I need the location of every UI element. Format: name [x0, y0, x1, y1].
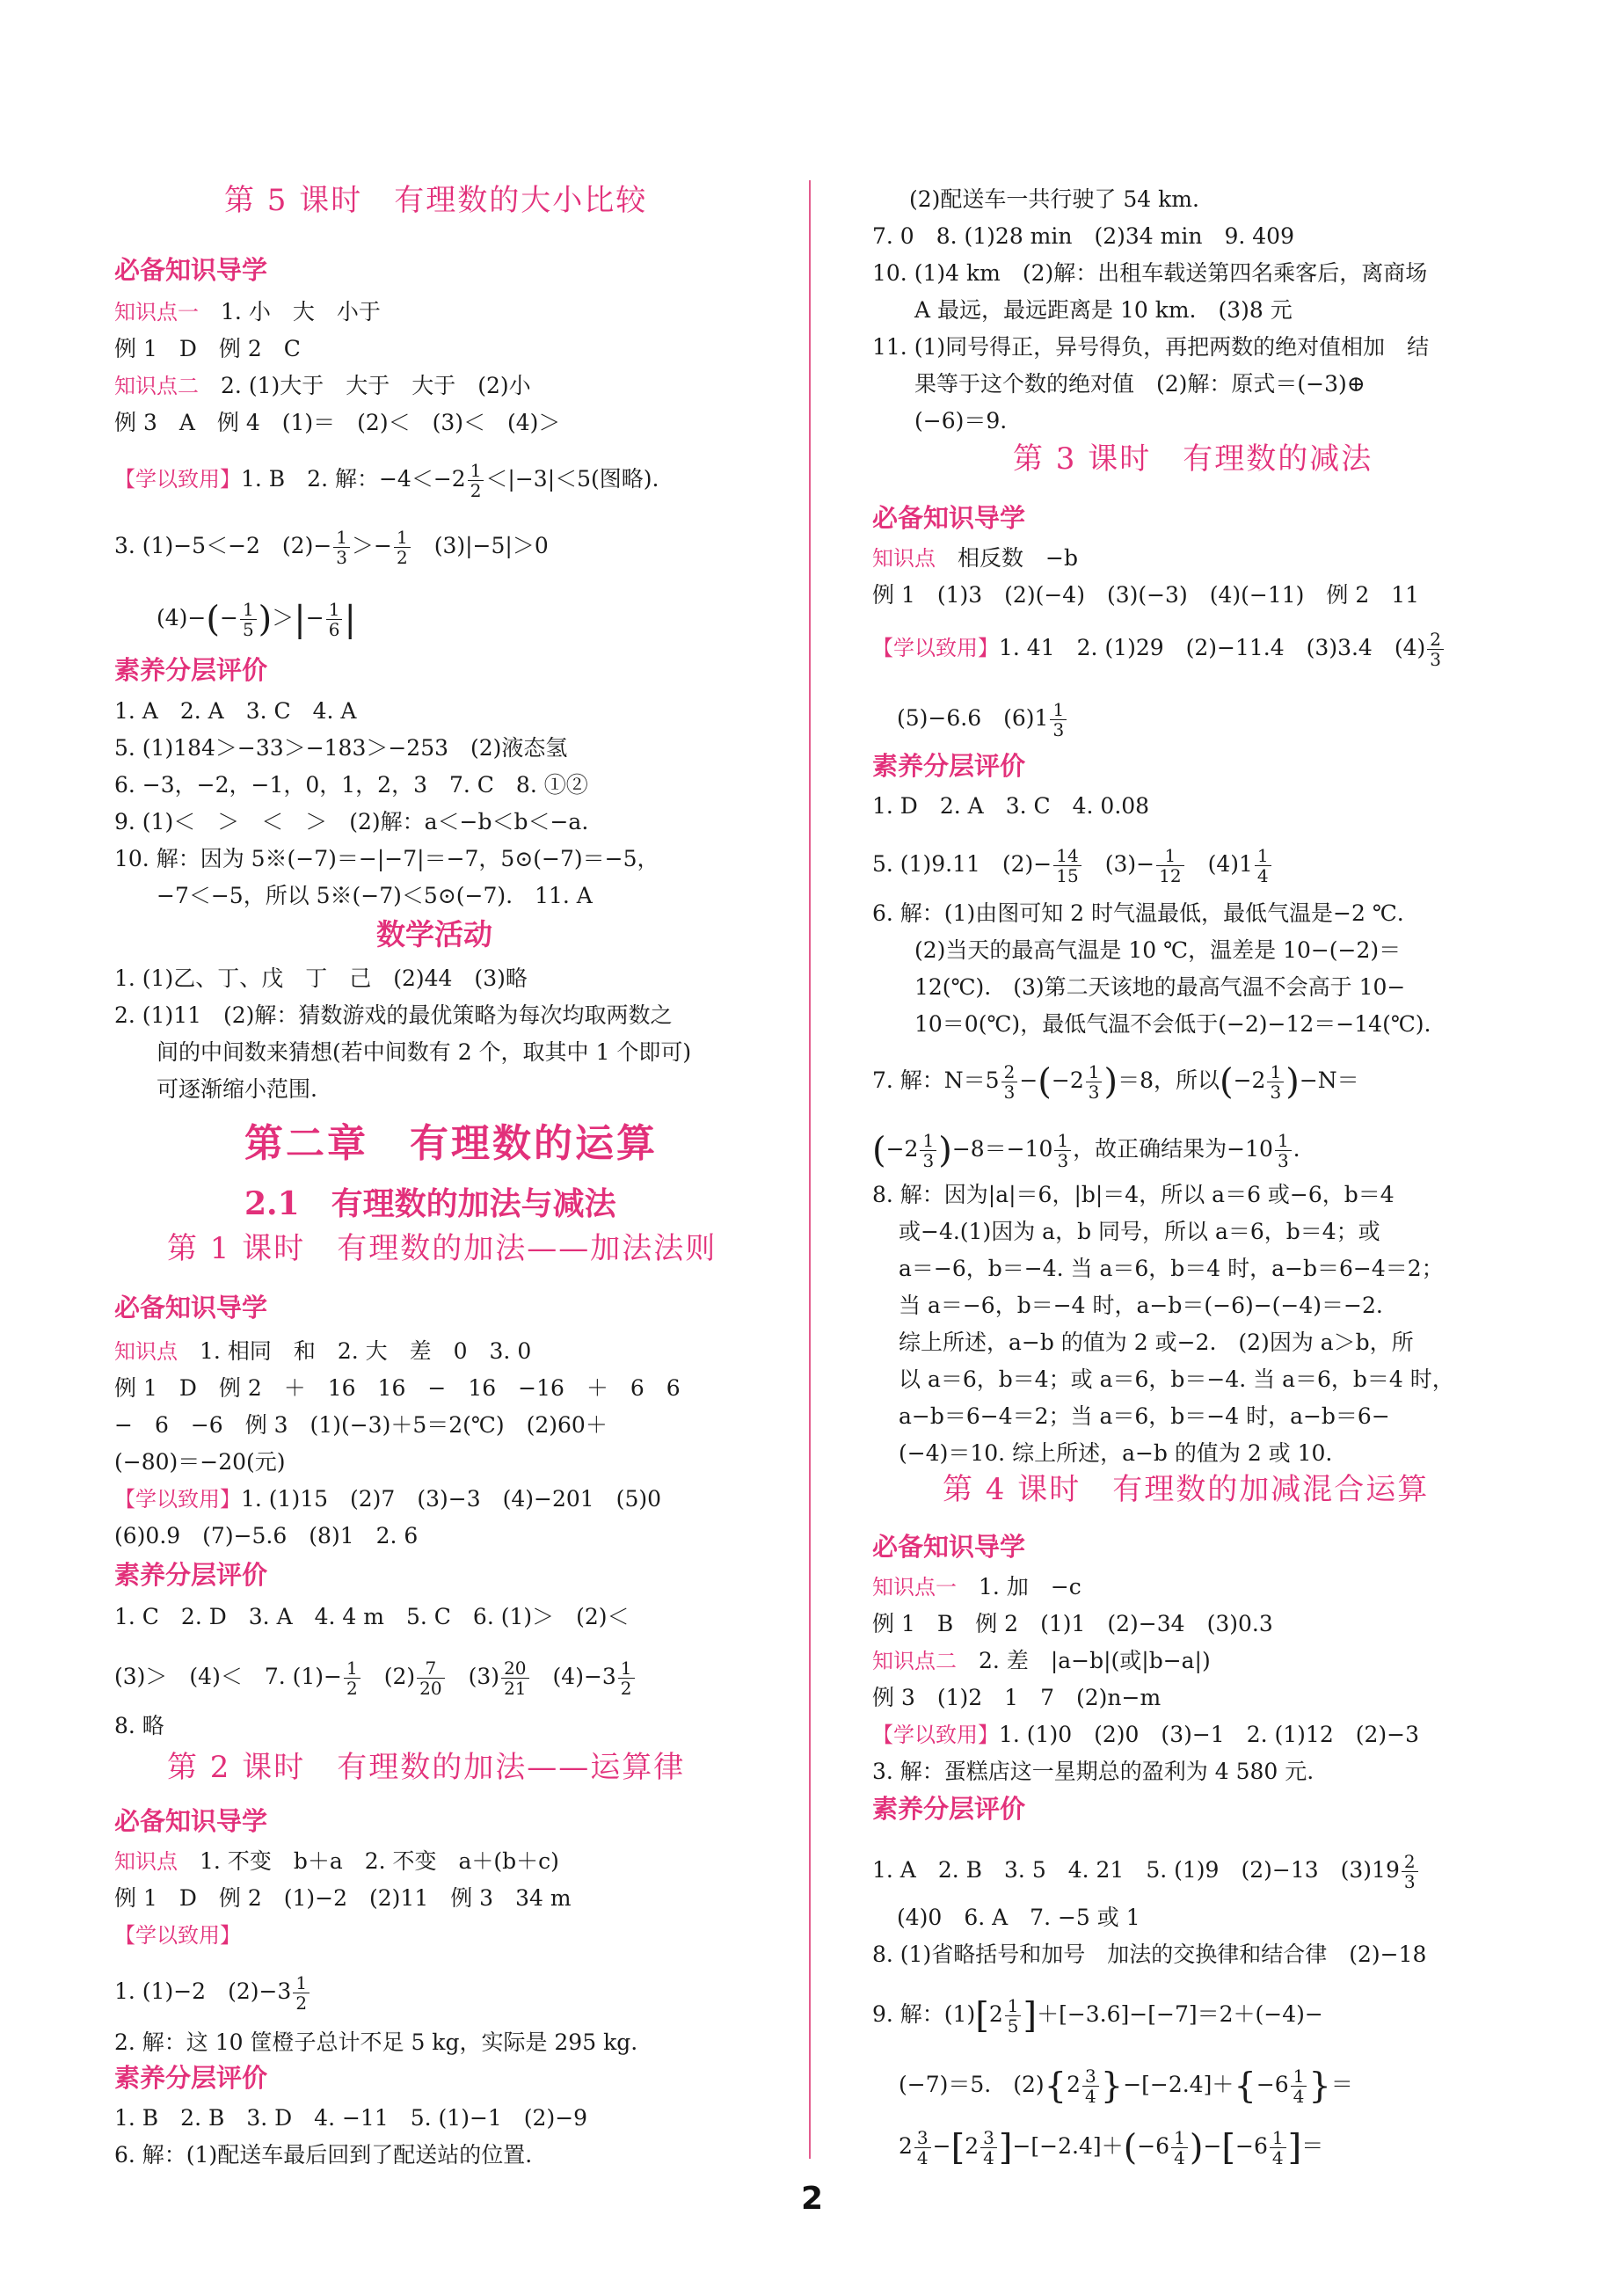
chapter-title: 第二章 有理数的运算 — [244, 1121, 658, 1166]
answer-line: 6. 解：(1)由图可知 2 时气温最低，最低气温是−2 ℃. — [872, 900, 1404, 926]
column-divider — [809, 180, 811, 2159]
answer-line: (3)＞ (4)＜ 7. (1)− $\frac{1}{2}$ (2) $\frac{7}{20}$ (3) $\frac{20}{21}$ (4)−3 $\frac{1}{2}$ — [114, 1658, 637, 1698]
answer-line: (6)0.9 (7)−5.6 (8)1 2. 6 — [114, 1523, 419, 1548]
answer-line: 当 a＝−6，b＝−4 时，a−b＝(−6)−(−4)＝−2. — [899, 1293, 1383, 1318]
section-heading: 素养分层评价 — [872, 751, 1026, 781]
answer-line: 间的中间数来猜想(若中间数有 2 个，取其中 1 个即可) — [157, 1039, 692, 1065]
activity-title: 数学活动 — [376, 917, 492, 951]
answer-line: 3. 解：蛋糕店这一星期总的盈利为 4 580 元. — [872, 1759, 1314, 1784]
lesson-3-title: 第 3 课时 有理数的减法 — [1013, 441, 1373, 477]
answer-line: (4)0 6. A 7. −5 或 1 — [897, 1905, 1140, 1930]
answer-line: 【学以致用】1. (1)0 (2)0 (3)−1 2. (1)12 (2)−3 — [872, 1722, 1419, 1747]
fraction: $\frac{1}{2}$ — [468, 461, 484, 500]
lesson-5-title: 第 5 课时 有理数的大小比较 — [224, 183, 648, 218]
answer-line: 9. (1)＜ ＞ ＜ ＞ (2)解：a＜−b＜b＜−a. — [114, 809, 589, 834]
answer-line: 2. 解：这 10 筐橙子总计不足 5 kg，实际是 295 kg. — [114, 2029, 638, 2055]
answer-line: 2 $\frac{3}{4}$ −[2 $\frac{3}{4}$ ]−[−2.4]＋(−6 $\frac{1}{4}$ )−[−6 $\frac{1}{4}$ ]＝ — [899, 2127, 1324, 2168]
section-heading: 必备知识导学 — [872, 503, 1026, 533]
answer-line: 1. B 2. B 3. D 4. −11 5. (1)−1 (2)−9 — [114, 2105, 588, 2131]
answer-line: 3. (1)−5＜−2 (2)− $\frac{1}{3}$ ＞− $\frac{1}{2}$ (3)|−5|＞0 — [114, 527, 549, 568]
section-heading: 必备知识导学 — [872, 1532, 1026, 1562]
answer-line: 12(℃). (3)第二天该地的最高气温不会高于 10− — [914, 974, 1406, 1000]
section-heading: 【学以致用】 — [114, 1923, 241, 1948]
lesson-4-title: 第 4 课时 有理数的加减混合运算 — [943, 1472, 1430, 1507]
answer-line: 10. 解：因为 5※(−7)＝−|−7|＝−7，5⊙(−7)＝−5， — [114, 846, 659, 871]
answer-line: 6. 解：(1)配送车最后回到了配送站的位置. — [114, 2142, 533, 2168]
answer-line: 1. (1)乙、丁、戊 丁 己 (2)44 (3)略 — [114, 965, 528, 991]
answer-line: 知识点 1. 相同 和 2. 大 差 0 3. 0 — [114, 1338, 532, 1364]
answer-line: 例 3 A 例 4 (1)＝ (2)＜ (3)＜ (4)＞ — [114, 410, 561, 435]
answer-line: 知识点二 2. (1)大于 大于 大于 (2)小 — [114, 373, 531, 398]
answer-line: 例 1 B 例 2 (1)1 (2)−34 (3)0.3 — [872, 1611, 1273, 1636]
section-heading: 素养分层评价 — [872, 1794, 1026, 1824]
answer-line: (−2 $\frac{1}{3}$ )−8＝−10 $\frac{1}{3}$ ，故正确结果为−10 $\frac{1}{3}$ . — [872, 1130, 1300, 1171]
answer-line: (−4)＝10. 综上所述，a−b 的值为 2 或 10. — [899, 1440, 1333, 1466]
answer-line: (2)配送车一共行驶了 54 km. — [909, 186, 1199, 212]
lesson-1-title: 第 1 课时 有理数的加法——加法法则 — [167, 1231, 717, 1266]
answer-line: 8. 略 — [114, 1713, 164, 1738]
answer-line: 1. (1)−2 (2)−3 $\frac{1}{2}$ — [114, 1973, 311, 2013]
answer-line: 例 1 (1)3 (2)(−4) (3)(−3) (4)(−11) 例 2 11 — [872, 582, 1420, 608]
answer-line: (2)当天的最高气温是 10 ℃，温差是 10−(−2)＝ — [914, 937, 1402, 963]
section-heading: 素养分层评价 — [114, 2063, 268, 2093]
answer-line: 5. (1)184＞−33＞−183＞−253 (2)液态氢 — [114, 735, 568, 761]
lesson-2-title: 第 2 课时 有理数的加法——运算律 — [167, 1750, 686, 1785]
answer-line: 或−4.(1)因为 a，b 同号，所以 a＝6，b＝4；或 — [899, 1219, 1380, 1244]
section-heading: 必备知识导学 — [114, 1806, 268, 1836]
answer-line: 知识点 1. 不变 b＋a 2. 不变 a＋(b＋c) — [114, 1848, 559, 1874]
answer-line: 10＝0(℃)，最低气温不会低于(−2)−12＝−14(℃). — [914, 1011, 1431, 1037]
page-number: 2 — [800, 2181, 824, 2217]
answer-line: (4)−(− $\frac{1}{5}$ )＞|− $\frac{1}{6}$ | — [157, 599, 356, 640]
answer-line: 综上所述，a−b 的值为 2 或−2. (2)因为 a＞b，所 — [899, 1330, 1414, 1355]
answer-line: 果等于这个数的绝对值 (2)解：原式＝(−3)⊕ — [914, 371, 1365, 397]
answer-line: 知识点一 1. 加 −c — [872, 1574, 1081, 1599]
answer-line: −7＜−5，所以 5※(−7)＜5⊙(−7). 11. A — [157, 883, 593, 908]
answer-line: 1. A 2. A 3. C 4. A — [114, 698, 357, 724]
answer-line: 10. (1)4 km (2)解：出租车载送第四名乘客后，离商场 — [872, 260, 1428, 286]
answer-line: 【学以致用】1. B 2. 解：−4＜−2 $\frac{1}{2}$ ＜|−3|＜5(图略). — [114, 460, 659, 501]
answer-line: 11. (1)同号得正，异号得负，再把两数的绝对值相加 结 — [872, 334, 1430, 360]
section-heading: 必备知识导学 — [114, 1293, 268, 1323]
answer-line: 5. (1)9.11 (2)− $\frac{14}{15}$ (3)− $\frac{1}{12}$ (4)1 $\frac{1}{4}$ — [872, 846, 1273, 885]
answer-line: 6. −3，−2，−1，0，1，2，3 7. C 8. ①② — [114, 772, 588, 798]
answer-line: 7. 解：N＝5 $\frac{2}{3}$ −(−2 $\frac{1}{3}$ )＝8，所以(−2 $\frac{1}{3}$ )−N＝ — [872, 1061, 1359, 1103]
answer-line: 可逐渐缩小范围. — [157, 1076, 317, 1102]
answer-line: 【学以致用】1. 41 2. (1)29 (2)−11.4 (3)3.4 (4) $\frac{2}{3}$ — [872, 630, 1446, 669]
answer-line: 知识点一 1. 小 大 小于 — [114, 299, 381, 324]
answer-line: a＝−6，b＝−4. 当 a＝6，b＝4 时，a−b＝6−4＝2； — [899, 1256, 1444, 1281]
answer-line: 以 a＝6，b＝4；或 a＝6，b＝−4. 当 a＝6，b＝4 时， — [899, 1366, 1454, 1392]
answer-line: 8. (1)省略括号和加号 加法的交换律和结合律 (2)−18 — [872, 1942, 1427, 1967]
answer-line: 知识点 相反数 −b — [872, 545, 1078, 571]
answer-line: 8. 解：因为|a|＝6，|b|＝4，所以 a＝6 或−6，b＝4 — [872, 1182, 1395, 1207]
answer-line: 1. D 2. A 3. C 4. 0.08 — [872, 793, 1150, 819]
answer-line: A 最远，最远距离是 10 km. (3)8 元 — [914, 297, 1293, 323]
answer-line: 【学以致用】1. (1)15 (2)7 (3)−3 (4)−201 (5)0 — [114, 1486, 662, 1512]
answer-line: 例 1 D 例 2 C — [114, 336, 301, 361]
answer-line: 1. A 2. B 3. 5 4. 21 5. (1)9 (2)−13 (3)19 $\frac{2}{3}$ — [872, 1852, 1420, 1891]
answer-line: 例 3 (1)2 1 7 (2)n−m — [872, 1685, 1162, 1710]
answer-line: 知识点二 2. 差 |a−b|(或|b−a|) — [872, 1648, 1211, 1673]
answer-line: (−6)＝9. — [914, 408, 1008, 434]
answer-line: − 6 −6 例 3 (1)(−3)＋5＝2(℃) (2)60＋ — [114, 1412, 608, 1438]
answer-line: 7. 0 8. (1)28 min (2)34 min 9. 409 — [872, 223, 1294, 249]
answer-line: 2. (1)11 (2)解：猜数游戏的最优策略为每次均取两数之 — [114, 1002, 673, 1028]
answer-line: a−b＝6−4＝2；当 a＝6，b＝−4 时，a−b＝6− — [899, 1403, 1390, 1429]
answer-line: (−7)＝5. (2){2 $\frac{3}{4}$ }−[−2.4]＋{−6 $\frac{1}{4}$ }＝ — [899, 2066, 1353, 2107]
section-heading: 素养分层评价 — [114, 655, 268, 685]
answer-line: (−80)＝−20(元) — [114, 1449, 286, 1475]
answer-line: 例 1 D 例 2 (1)−2 (2)11 例 3 34 m — [114, 1885, 572, 1911]
answer-line: 1. C 2. D 3. A 4. 4 m 5. C 6. (1)＞ (2)＜ — [114, 1604, 630, 1629]
answer-line: 例 1 D 例 2 ＋ 16 16 − 16 −16 ＋ 6 6 — [114, 1375, 681, 1401]
answer-line: (5)−6.6 (6)1 $\frac{1}{3}$ — [897, 700, 1068, 740]
answer-line: 9. 解：(1)[2 $\frac{1}{5}$ ]＋[−3.6]−[−7]＝2＋(−4)− — [872, 1995, 1323, 2037]
section-heading: 必备知识导学 — [114, 255, 268, 285]
section-title: 2.1 有理数的加法与减法 — [244, 1185, 616, 1222]
section-heading: 素养分层评价 — [114, 1560, 268, 1590]
